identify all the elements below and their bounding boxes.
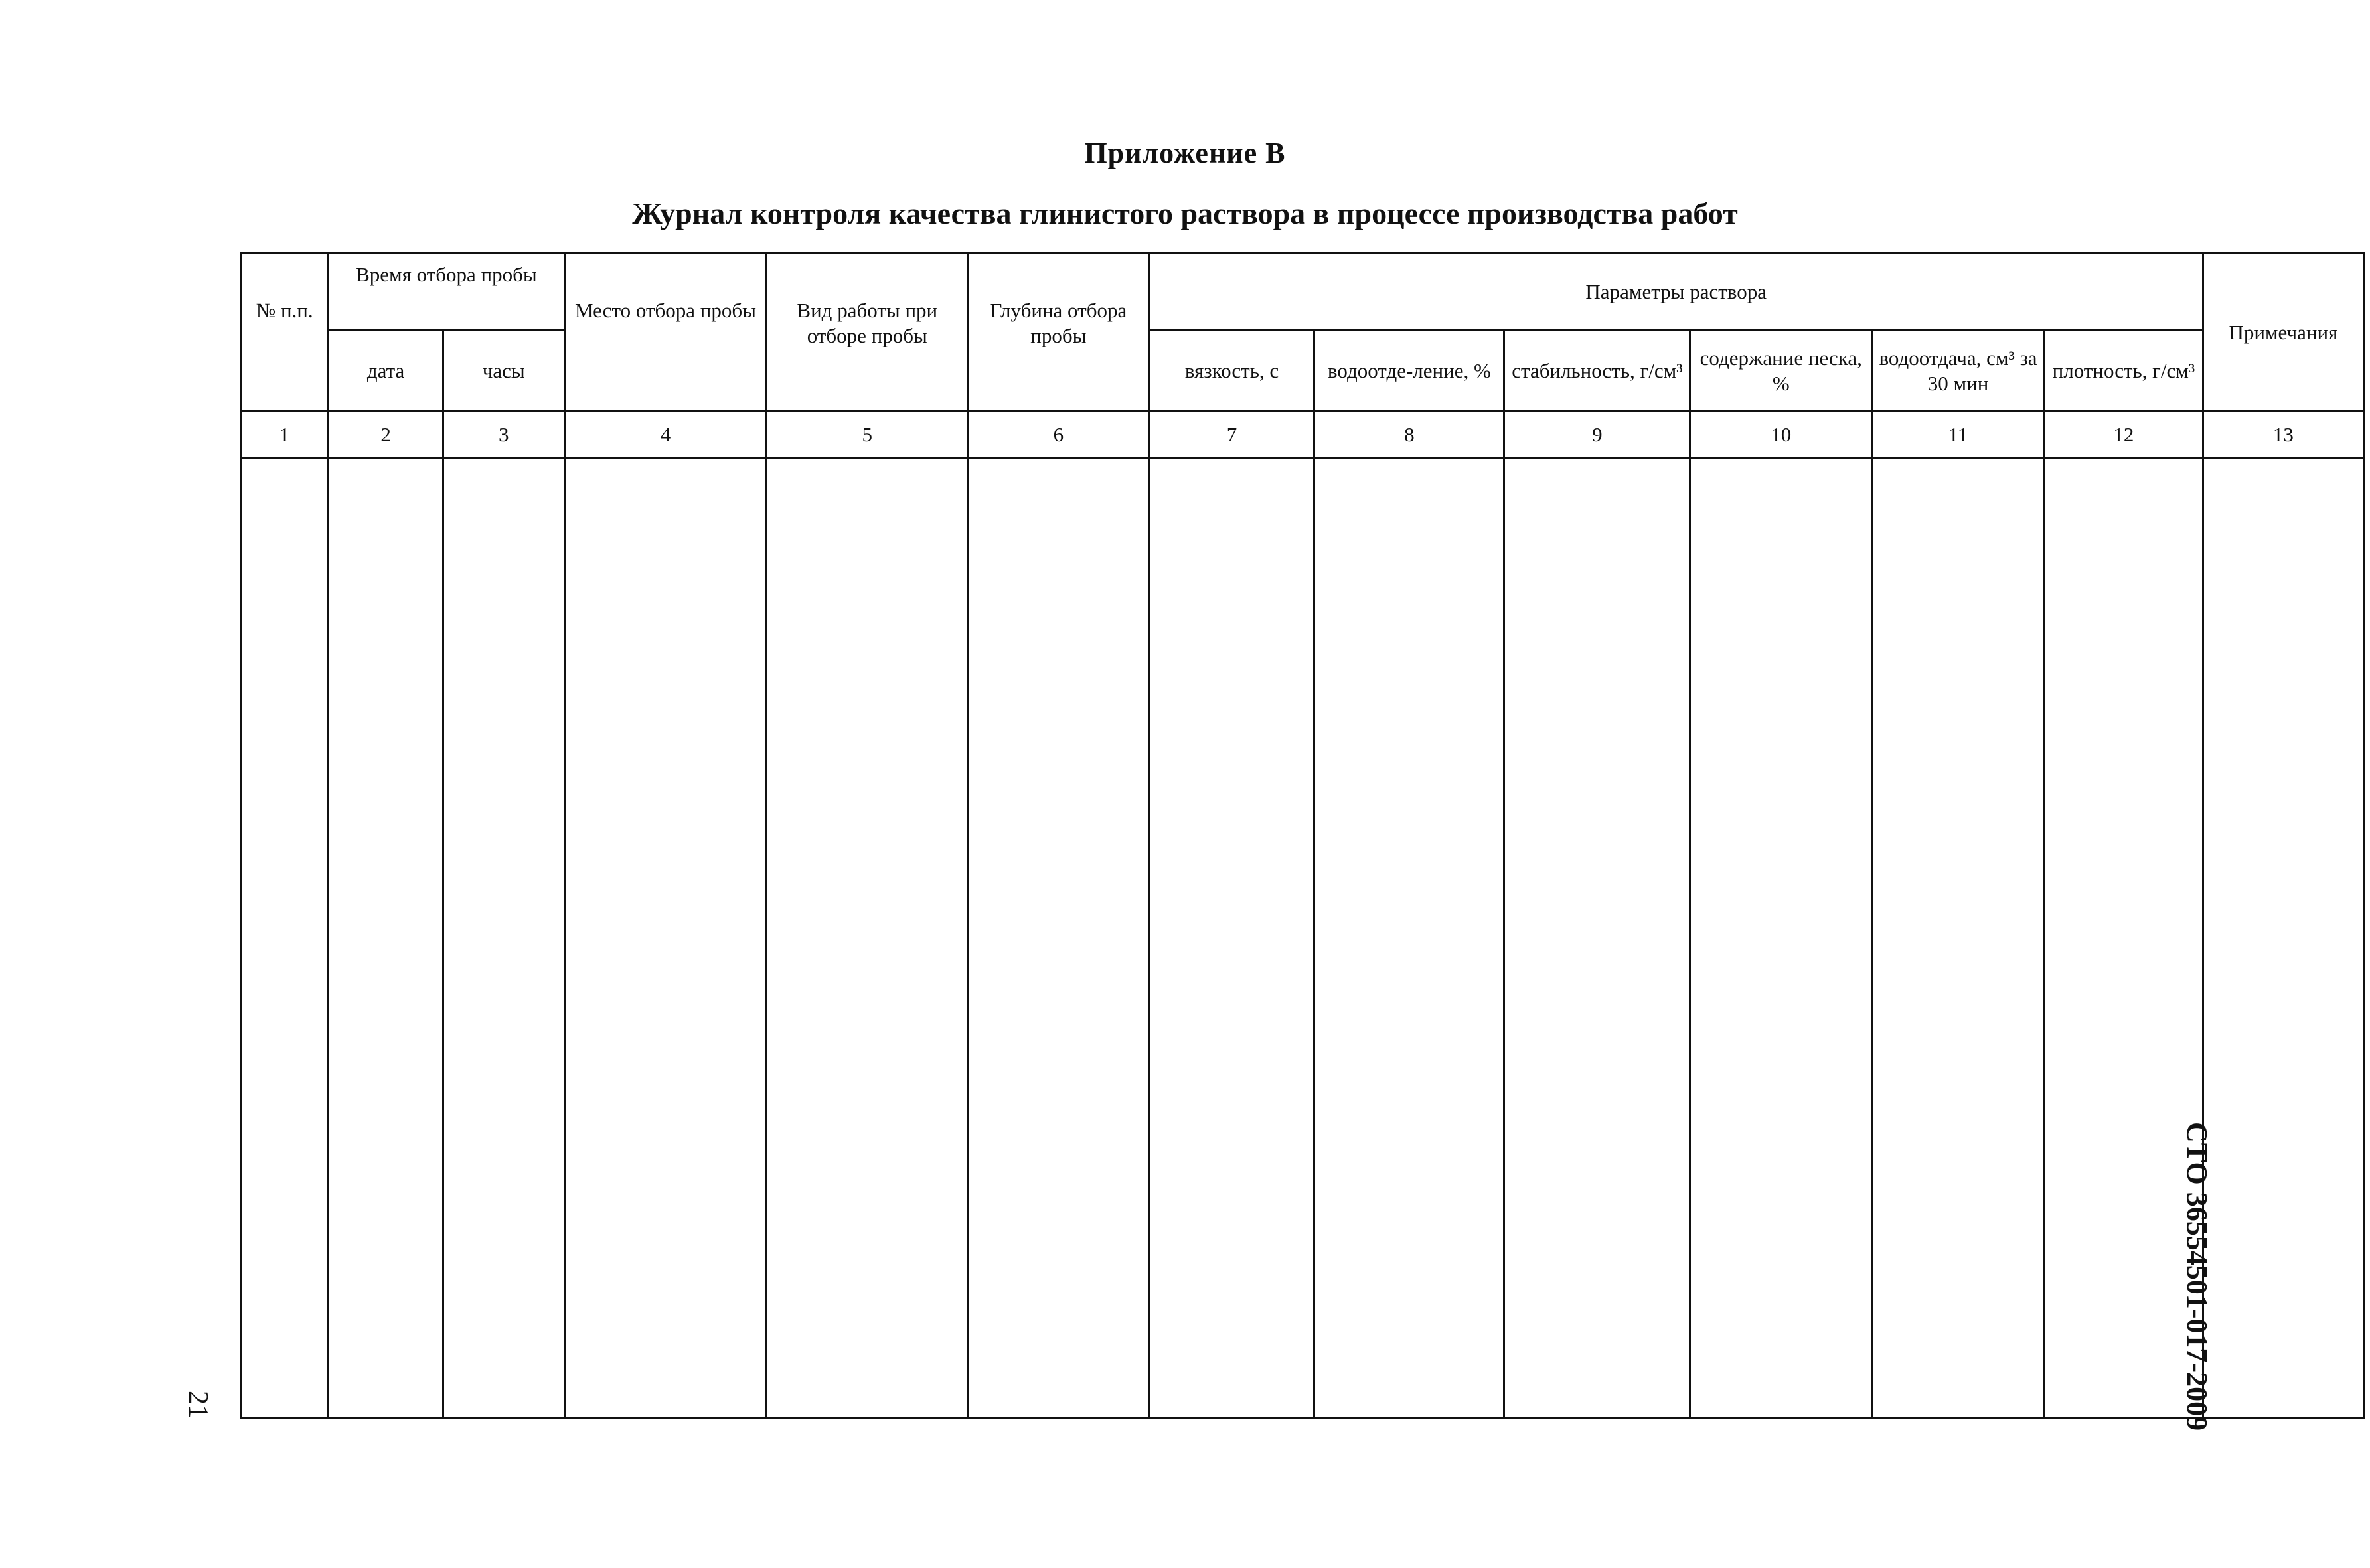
- empty-cell[interactable]: [1314, 458, 1504, 1419]
- document-title: Журнал контроля качества глинистого раствора в процессе производства работ: [632, 196, 1738, 230]
- empty-cell[interactable]: [241, 458, 329, 1419]
- header-place: Место отбора пробы: [564, 254, 767, 412]
- appendix-heading: Приложение В: [1084, 137, 1286, 169]
- column-number: 1: [241, 412, 329, 458]
- header-hours: часы: [443, 331, 564, 412]
- header-viscosity: вязкость, с: [1149, 331, 1314, 412]
- empty-cell[interactable]: [1504, 458, 1690, 1419]
- column-number: 7: [1149, 412, 1314, 458]
- header-water-loss: водоотдача, см³ за 30 мин: [1871, 331, 2044, 412]
- empty-cell[interactable]: [1871, 458, 2044, 1419]
- empty-cell[interactable]: [2203, 458, 2363, 1419]
- header-solution-parameters: Параметры раствора: [1149, 254, 2203, 331]
- column-number: 5: [767, 412, 968, 458]
- column-number: 4: [564, 412, 767, 458]
- standard-code: СТО 36554501-017-2009: [2181, 1122, 2213, 1431]
- empty-cell[interactable]: [329, 458, 443, 1419]
- column-number: 13: [2203, 412, 2363, 458]
- empty-cell[interactable]: [767, 458, 968, 1419]
- header-density: плотность, г/см³: [2045, 331, 2203, 412]
- header-sampling-time: Время отбора пробы: [329, 254, 564, 331]
- empty-cell[interactable]: [564, 458, 767, 1419]
- quality-control-journal-table: [240, 252, 2365, 1419]
- header-depth: Глубина отбора пробы: [968, 254, 1150, 412]
- empty-cell[interactable]: [968, 458, 1150, 1419]
- column-number: 8: [1314, 412, 1504, 458]
- column-number: 6: [968, 412, 1150, 458]
- column-number: 10: [1690, 412, 1872, 458]
- empty-entry-row: [241, 458, 2364, 1419]
- column-number: 2: [329, 412, 443, 458]
- header-no: № п.п.: [241, 254, 329, 412]
- column-number: 12: [2045, 412, 2203, 458]
- header-work-type: Вид работы при отборе пробы: [767, 254, 968, 412]
- header-notes: Примечания: [2203, 254, 2363, 412]
- empty-cell[interactable]: [443, 458, 564, 1419]
- empty-cell[interactable]: [1690, 458, 1872, 1419]
- column-number: 11: [1871, 412, 2044, 458]
- empty-cell[interactable]: [1149, 458, 1314, 1419]
- header-sand-content: содержание песка, %: [1690, 331, 1872, 412]
- column-number: 3: [443, 412, 564, 458]
- header-stability: стабильность, г/см³: [1504, 331, 1690, 412]
- header-date: дата: [329, 331, 443, 412]
- column-number: 9: [1504, 412, 1690, 458]
- header-water-separation: водоотде-ление, %: [1314, 331, 1504, 412]
- page-number: 21: [183, 1391, 213, 1419]
- empty-cell[interactable]: [2045, 458, 2203, 1419]
